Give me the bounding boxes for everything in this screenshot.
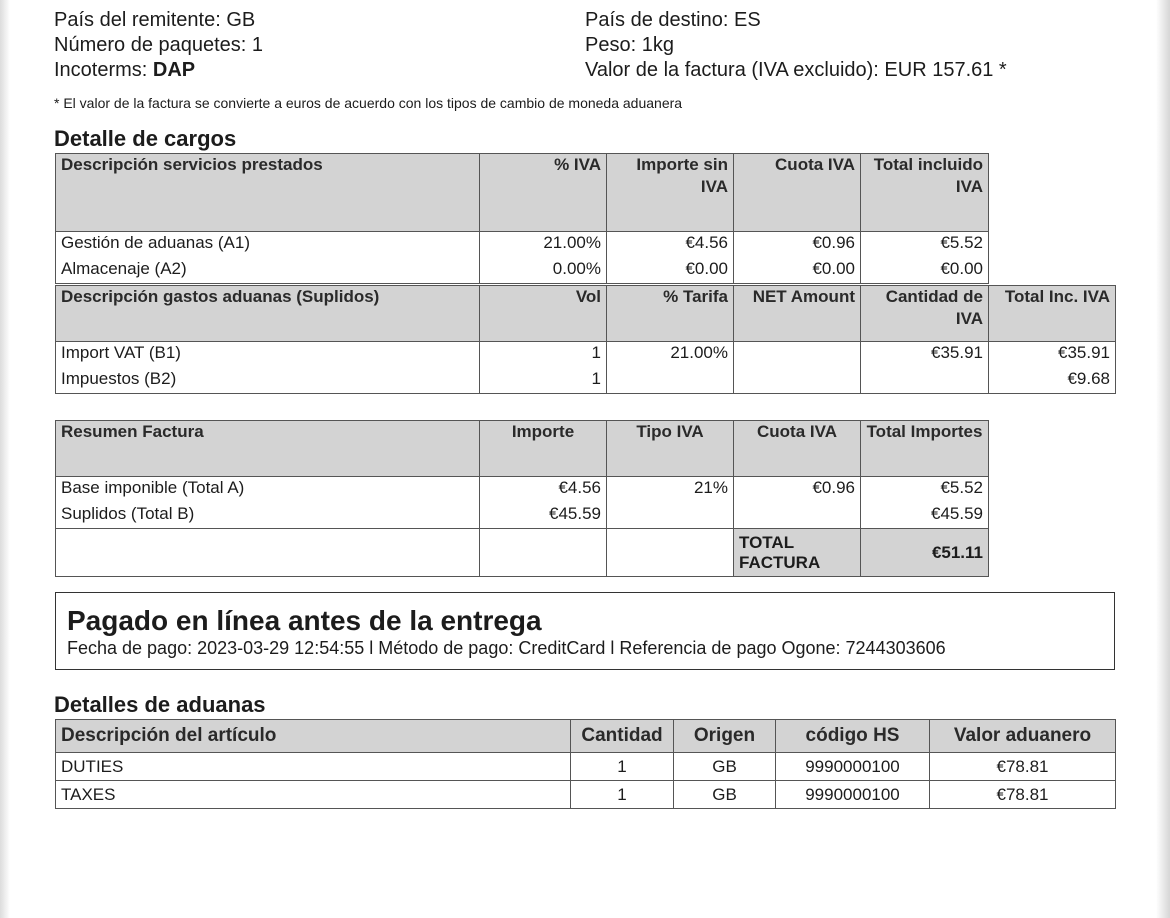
table-row: DUTIES 1 GB 9990000100 €78.81 <box>56 753 1116 781</box>
summary-header-total: Total Importes <box>861 421 989 477</box>
table-row: Base imponible (Total A) €4.56 21% €0.96 €5.52 <box>56 477 989 503</box>
destination-country: País de destino: ES <box>585 9 761 31</box>
duties-header-net-amount: NET Amount <box>734 286 861 342</box>
summary-header-amount: Importe <box>480 421 607 477</box>
table-row: TAXES 1 GB 9990000100 €78.81 <box>56 781 1116 809</box>
invoice-value: Valor de la factura (IVA excluido): EUR 157.61 * <box>585 59 1007 81</box>
table-row: Import VAT (B1) 1 21.00% €35.91 €35.91 <box>56 342 1116 368</box>
services-header-description: Descripción servicios prestados <box>56 154 480 232</box>
services-table <box>55 153 989 284</box>
customs-header-description: Descripción del artículo <box>56 720 571 753</box>
payment-title: Pagado en línea antes de la entrega <box>67 605 542 636</box>
page-shadow-right <box>1156 0 1170 918</box>
customs-title: Detalles de aduanas <box>54 692 266 717</box>
table-row: Gestión de aduanas (A1) 21.00% €4.56 €0.96 €5.52 <box>56 232 989 258</box>
payment-details: Fecha de pago: 2023-03-29 12:54:55 l Método de pago: CreditCard l Referencia de pago Ogone: 7244303606 <box>67 638 946 658</box>
customs-table <box>55 719 1116 809</box>
customs-header-quantity: Cantidad <box>571 720 674 753</box>
summary-table <box>55 420 989 577</box>
services-header-total-inc-vat: Total incluido IVA <box>861 154 989 232</box>
total-invoice-label: TOTAL FACTURA <box>734 529 861 577</box>
duties-header-tariff: % Tarifa <box>607 286 734 342</box>
duties-header-vat-quantity: Cantidad de IVA <box>861 286 989 342</box>
currency-note: * El valor de la factura se convierte a euros de acuerdo con los tipos de cambio de moneda aduanera <box>54 95 683 111</box>
table-row: Suplidos (Total B) €45.59 €45.59 <box>56 503 989 529</box>
weight: Peso: 1kg <box>585 34 674 56</box>
summary-header-vat-type: Tipo IVA <box>607 421 734 477</box>
services-header-amount-ex-vat: Importe sin IVA <box>607 154 734 232</box>
summary-header-description: Resumen Factura <box>56 421 480 477</box>
duties-header-total-inc-vat: Total Inc. IVA <box>989 286 1116 342</box>
charges-title: Detalle de cargos <box>54 126 237 151</box>
incoterms: Incoterms: DAP <box>54 59 196 81</box>
customs-header-customs-value: Valor aduanero <box>930 720 1116 753</box>
table-row: Almacenaje (A2) 0.00% €0.00 €0.00 €0.00 <box>56 258 989 284</box>
payment-box <box>55 592 1115 670</box>
page-shadow-left <box>0 0 10 918</box>
duties-table <box>55 285 1116 394</box>
services-header-vat-amount: Cuota IVA <box>734 154 861 232</box>
summary-header-vat-amount: Cuota IVA <box>734 421 861 477</box>
duties-header-description: Descripción gastos aduanas (Suplidos) <box>56 286 480 342</box>
package-count: Número de paquetes: 1 <box>54 34 264 56</box>
customs-header-origin: Origen <box>674 720 776 753</box>
total-row <box>56 529 989 577</box>
table-row: Impuestos (B2) 1 €9.68 <box>56 368 1116 394</box>
services-header-vat-rate: % IVA <box>480 154 607 232</box>
total-invoice-value: €51.11 <box>861 529 989 577</box>
duties-header-vol: Vol <box>480 286 607 342</box>
sender-country: País del remitente: GB <box>54 9 256 31</box>
customs-header-hs-code: código HS <box>776 720 930 753</box>
